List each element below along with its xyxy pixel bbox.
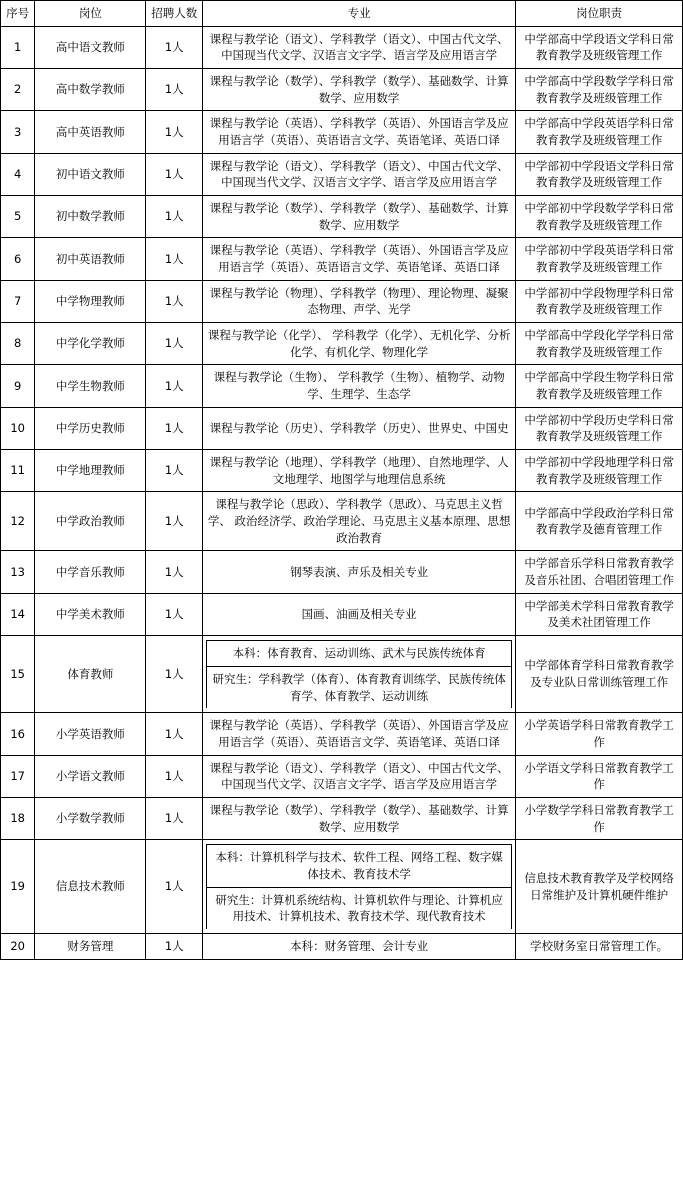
cell-count: 1人 bbox=[146, 933, 203, 959]
table-row bbox=[1, 407, 683, 449]
table-row bbox=[1, 450, 683, 492]
header-duty: 岗位职责 bbox=[516, 1, 683, 27]
cell-post: 小学英语教师 bbox=[35, 713, 146, 755]
cell-index: 7 bbox=[1, 280, 35, 322]
cell-count: 1人 bbox=[146, 797, 203, 839]
cell-post: 中学地理教师 bbox=[35, 450, 146, 492]
table-row bbox=[1, 797, 683, 839]
cell-index: 9 bbox=[1, 365, 35, 407]
cell-post: 初中英语教师 bbox=[35, 238, 146, 280]
table-row bbox=[1, 636, 683, 713]
cell-count: 1人 bbox=[146, 713, 203, 755]
cell-index: 17 bbox=[1, 755, 35, 797]
major-subrow bbox=[207, 845, 512, 887]
cell-post: 初中数学教师 bbox=[35, 196, 146, 238]
table-row bbox=[1, 238, 683, 280]
cell-major: 课程与教学论（数学）、学科教学（数学）、基础数学、计算数学、应用数学 bbox=[203, 196, 516, 238]
table-row bbox=[1, 713, 683, 755]
cell-major: 钢琴表演、声乐及相关专业 bbox=[203, 551, 516, 593]
cell-major: 课程与教学论（英语）、学科教学（英语）、外国语言学及应用语言学（英语）、英语语言文学、英语笔译、英语口译 bbox=[203, 238, 516, 280]
table-row bbox=[1, 551, 683, 593]
cell-major bbox=[203, 636, 516, 713]
table-header-row bbox=[1, 1, 683, 27]
cell-post: 小学数学教师 bbox=[35, 797, 146, 839]
table-row bbox=[1, 69, 683, 111]
cell-count: 1人 bbox=[146, 153, 203, 195]
cell-duty: 信息技术教育教学及学校网络日常维护及计算机硬件维护 bbox=[516, 840, 683, 934]
cell-post: 中学美术教师 bbox=[35, 593, 146, 635]
cell-post: 中学音乐教师 bbox=[35, 551, 146, 593]
cell-duty: 中学部体育学科日常教育教学及专业队日常训练管理工作 bbox=[516, 636, 683, 713]
cell-duty: 中学部高中学段生物学科日常教育教学及班级管理工作 bbox=[516, 365, 683, 407]
cell-major: 课程与教学论（语文）、学科教学（语文）、中国古代文学、中国现当代文学、汉语言文字学、语言学及应用语言学 bbox=[203, 26, 516, 68]
cell-duty: 中学部高中学段化学学科日常教育教学及班级管理工作 bbox=[516, 323, 683, 365]
cell-index: 5 bbox=[1, 196, 35, 238]
cell-count: 1人 bbox=[146, 551, 203, 593]
cell-major: 课程与教学论（历史）、学科教学（历史）、世界史、中国史 bbox=[203, 407, 516, 449]
cell-duty: 中学部高中学段英语学科日常教育教学及班级管理工作 bbox=[516, 111, 683, 153]
header-post: 岗位 bbox=[35, 1, 146, 27]
cell-index: 15 bbox=[1, 636, 35, 713]
cell-major: 课程与教学论（数学）、学科教学（数学）、基础数学、计算数学、应用数学 bbox=[203, 69, 516, 111]
cell-duty: 中学部初中学段历史学科日常教育教学及班级管理工作 bbox=[516, 407, 683, 449]
cell-post: 高中数学教师 bbox=[35, 69, 146, 111]
cell-count: 1人 bbox=[146, 323, 203, 365]
cell-index: 3 bbox=[1, 111, 35, 153]
table-row bbox=[1, 111, 683, 153]
cell-count: 1人 bbox=[146, 840, 203, 934]
cell-major: 课程与教学论（英语）、学科教学（英语）、外国语言学及应用语言学（英语）、英语语言文学、英语笔译、英语口译 bbox=[203, 713, 516, 755]
cell-count: 1人 bbox=[146, 407, 203, 449]
major-subrow bbox=[207, 666, 512, 708]
cell-index: 10 bbox=[1, 407, 35, 449]
cell-major: 课程与教学论（英语）、学科教学（英语）、外国语言学及应用语言学（英语）、英语语言文学、英语笔译、英语口译 bbox=[203, 111, 516, 153]
cell-post: 中学政治教师 bbox=[35, 492, 146, 551]
cell-post: 财务管理 bbox=[35, 933, 146, 959]
table-row bbox=[1, 755, 683, 797]
cell-index: 6 bbox=[1, 238, 35, 280]
cell-major: 课程与教学论（生物）、 学科教学（生物）、植物学、动物学、生理学、生态学 bbox=[203, 365, 516, 407]
cell-major-part: 研究生：学科教学（体育）、体育教育训练学、民族传统体育学、体育教学、运动训练 bbox=[207, 666, 512, 708]
cell-duty: 中学部美术学科日常教育教学及美术社团管理工作 bbox=[516, 593, 683, 635]
table-body bbox=[1, 26, 683, 959]
cell-count: 1人 bbox=[146, 755, 203, 797]
cell-major: 课程与教学论（语文）、学科教学（语文）、中国古代文学、中国现当代文学、汉语言文字学、语言学及应用语言学 bbox=[203, 153, 516, 195]
cell-duty: 中学部高中学段语文学科日常教育教学及班级管理工作 bbox=[516, 26, 683, 68]
cell-post: 中学化学教师 bbox=[35, 323, 146, 365]
cell-count: 1人 bbox=[146, 69, 203, 111]
cell-major: 课程与教学论（数学）、学科教学（数学）、基础数学、计算数学、应用数学 bbox=[203, 797, 516, 839]
cell-major: 课程与教学论（语文）、学科教学（语文）、中国古代文学、中国现当代文学、汉语言文字学、语言学及应用语言学 bbox=[203, 755, 516, 797]
cell-duty: 中学部初中学段语文学科日常教育教学及班级管理工作 bbox=[516, 153, 683, 195]
cell-count: 1人 bbox=[146, 492, 203, 551]
table-row bbox=[1, 840, 683, 934]
cell-index: 12 bbox=[1, 492, 35, 551]
cell-major: 课程与教学论（地理）、学科教学（地理）、自然地理学、人文地理学、地图学与地理信息系统 bbox=[203, 450, 516, 492]
cell-index: 4 bbox=[1, 153, 35, 195]
cell-duty: 中学部初中学段物理学科日常教育教学及班级管理工作 bbox=[516, 280, 683, 322]
cell-major: 课程与教学论（化学）、 学科教学（化学）、无机化学、分析化学、有机化学、物理化学 bbox=[203, 323, 516, 365]
major-subtable bbox=[206, 640, 512, 708]
cell-duty: 中学部音乐学科日常教育教学及音乐社团、合唱团管理工作 bbox=[516, 551, 683, 593]
cell-post: 中学物理教师 bbox=[35, 280, 146, 322]
cell-duty: 小学数学学科日常教育教学工作 bbox=[516, 797, 683, 839]
table-row bbox=[1, 196, 683, 238]
cell-major-part: 研究生：计算机系统结构、计算机软件与理论、计算机应用技术、计算机技术、教育技术学、现代教育技术 bbox=[207, 887, 512, 929]
cell-index: 11 bbox=[1, 450, 35, 492]
header-count: 招聘人数 bbox=[146, 1, 203, 27]
cell-major: 课程与教学论（思政）、学科教学（思政）、马克思主义哲学、 政治经济学、政治学理论、马克思主义基本原理、思想政治教育 bbox=[203, 492, 516, 551]
table-row bbox=[1, 933, 683, 959]
cell-index: 8 bbox=[1, 323, 35, 365]
cell-post: 信息技术教师 bbox=[35, 840, 146, 934]
cell-count: 1人 bbox=[146, 636, 203, 713]
table-row bbox=[1, 492, 683, 551]
cell-duty: 学校财务室日常管理工作。 bbox=[516, 933, 683, 959]
cell-duty: 中学部高中学段数学学科日常教育教学及班级管理工作 bbox=[516, 69, 683, 111]
cell-duty: 中学部初中学段地理学科日常教育教学及班级管理工作 bbox=[516, 450, 683, 492]
header-index: 序号 bbox=[1, 1, 35, 27]
cell-major: 课程与教学论（物理）、学科教学（物理）、理论物理、凝聚态物理、声学、光学 bbox=[203, 280, 516, 322]
cell-major: 国画、油画及相关专业 bbox=[203, 593, 516, 635]
cell-post: 高中语文教师 bbox=[35, 26, 146, 68]
cell-duty: 中学部初中学段数学学科日常教育教学及班级管理工作 bbox=[516, 196, 683, 238]
cell-count: 1人 bbox=[146, 26, 203, 68]
cell-major-part: 本科：体育教育、运动训练、武术与民族传统体育 bbox=[207, 641, 512, 667]
major-subrow bbox=[207, 887, 512, 929]
cell-duty: 中学部高中学段政治学科日常教育教学及德育管理工作 bbox=[516, 492, 683, 551]
cell-post: 中学生物教师 bbox=[35, 365, 146, 407]
cell-index: 14 bbox=[1, 593, 35, 635]
table-row bbox=[1, 280, 683, 322]
cell-count: 1人 bbox=[146, 238, 203, 280]
major-subrow bbox=[207, 641, 512, 667]
cell-index: 19 bbox=[1, 840, 35, 934]
table-row bbox=[1, 153, 683, 195]
cell-post: 中学历史教师 bbox=[35, 407, 146, 449]
cell-duty: 小学英语学科日常教育教学工作 bbox=[516, 713, 683, 755]
cell-post: 初中语文教师 bbox=[35, 153, 146, 195]
cell-major: 本科：财务管理、会计专业 bbox=[203, 933, 516, 959]
cell-duty: 中学部初中学段英语学科日常教育教学及班级管理工作 bbox=[516, 238, 683, 280]
cell-index: 16 bbox=[1, 713, 35, 755]
cell-major bbox=[203, 840, 516, 934]
cell-count: 1人 bbox=[146, 111, 203, 153]
cell-major-part: 本科：计算机科学与技术、软件工程、网络工程、数字媒体技术、教育技术学 bbox=[207, 845, 512, 887]
table-row bbox=[1, 323, 683, 365]
cell-post: 体育教师 bbox=[35, 636, 146, 713]
cell-index: 13 bbox=[1, 551, 35, 593]
major-subtable bbox=[206, 844, 512, 929]
table-row bbox=[1, 365, 683, 407]
table-row bbox=[1, 26, 683, 68]
cell-index: 1 bbox=[1, 26, 35, 68]
cell-count: 1人 bbox=[146, 593, 203, 635]
table-header bbox=[1, 1, 683, 27]
cell-count: 1人 bbox=[146, 196, 203, 238]
cell-count: 1人 bbox=[146, 450, 203, 492]
table-row bbox=[1, 593, 683, 635]
cell-index: 20 bbox=[1, 933, 35, 959]
cell-count: 1人 bbox=[146, 280, 203, 322]
cell-index: 18 bbox=[1, 797, 35, 839]
cell-count: 1人 bbox=[146, 365, 203, 407]
cell-index: 2 bbox=[1, 69, 35, 111]
cell-post: 小学语文教师 bbox=[35, 755, 146, 797]
cell-duty: 小学语文学科日常教育教学工作 bbox=[516, 755, 683, 797]
header-major: 专业 bbox=[203, 1, 516, 27]
cell-post: 高中英语教师 bbox=[35, 111, 146, 153]
